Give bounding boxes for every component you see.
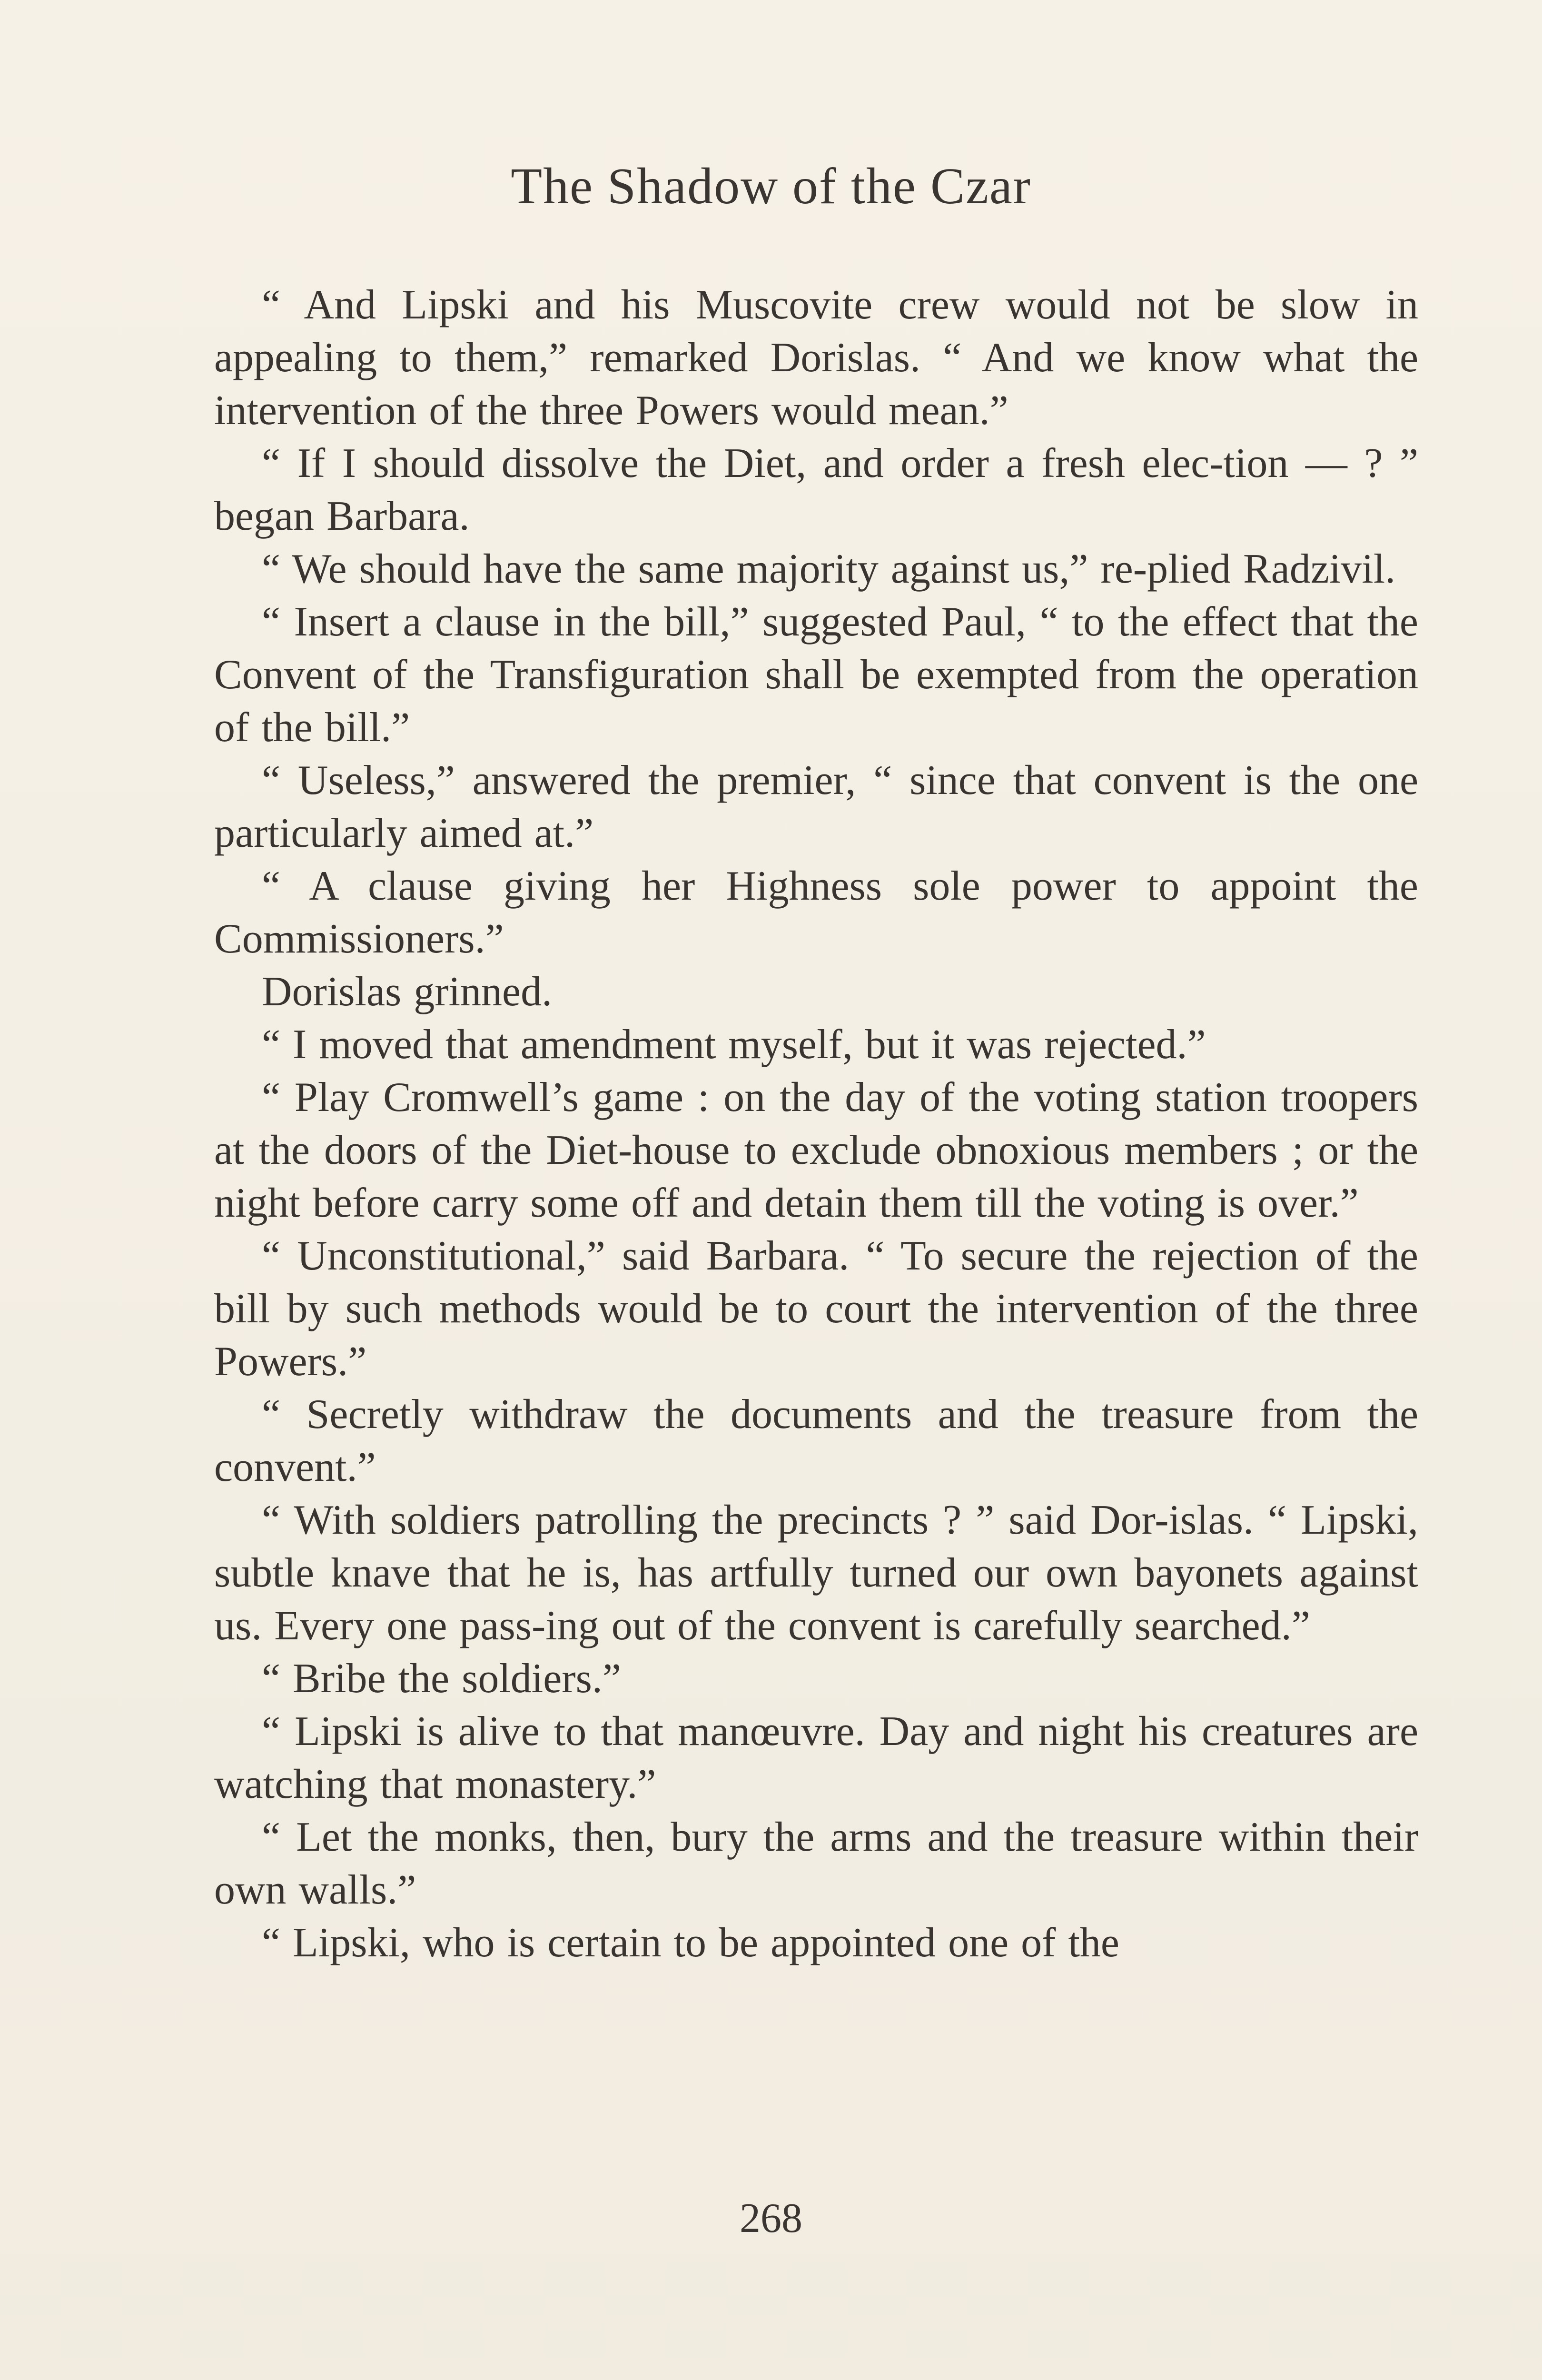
paragraph: “ Bribe the soldiers.”: [262, 1656, 621, 1702]
paragraph: “ Useless,” answered the premier, “ since that convent is the one particularly aimed at.”: [214, 757, 1418, 856]
paragraph: “ Unconstitutional,” said Barbara. “ To secure the rejection of the bill by such methods would be to court the intervention of the three Powers.”: [214, 1233, 1418, 1385]
paragraph: “ And Lipski and his Muscovite crew would not be slow in appealing to them,” remarked Dorislas. “ And we know what the intervention of the three Powers would mean.”: [214, 282, 1418, 434]
paragraph: “ Secretly withdraw the documents and the treasure from the convent.”: [214, 1391, 1418, 1490]
paragraph: “ Insert a clause in the bill,” suggested Paul, “ to the effect that the Convent of the Transfiguration shall be exempted from the operation of the bill.”: [214, 599, 1418, 751]
page-number: 268: [740, 2195, 802, 2241]
body-text: [214, 278, 1418, 1969]
paragraph: “ Play Cromwell’s game : on the day of the voting station troopers at the doors of the Diet-house to exclude obnoxious members ; or the night before carry some off and detain them till the voting is over.”: [214, 1074, 1418, 1226]
paragraph: “ Lipski is alive to that manœuvre. Day and night his creatures are watching that monastery.”: [214, 1708, 1418, 1807]
paragraph: “ With soldiers patrolling the precincts ? ” said Dor-islas. “ Lipski, subtle knave that he is, has artfully turned our own bayonets against us. Every one pass-ing out of the convent is carefully searched.”: [214, 1497, 1418, 1649]
paragraph: “ A clause giving her Highness sole power to appoint the Commissioners.”: [214, 863, 1418, 962]
running-head: The Shadow of the Czar: [511, 158, 1031, 215]
paragraph: “ We should have the same majority against us,” re-plied Radzivil.: [262, 546, 1396, 592]
paragraph: “ Let the monks, then, bury the arms and the treasure within their own walls.”: [214, 1814, 1418, 1913]
paragraph: “ If I should dissolve the Diet, and order a fresh elec-tion — ? ” began Barbara.: [214, 440, 1418, 539]
paragraph: Dorislas grinned.: [262, 969, 553, 1015]
paragraph: “ Lipski, who is certain to be appointed one of the: [262, 1920, 1119, 1966]
paragraph: “ I moved that amendment myself, but it was rejected.”: [262, 1021, 1206, 1068]
